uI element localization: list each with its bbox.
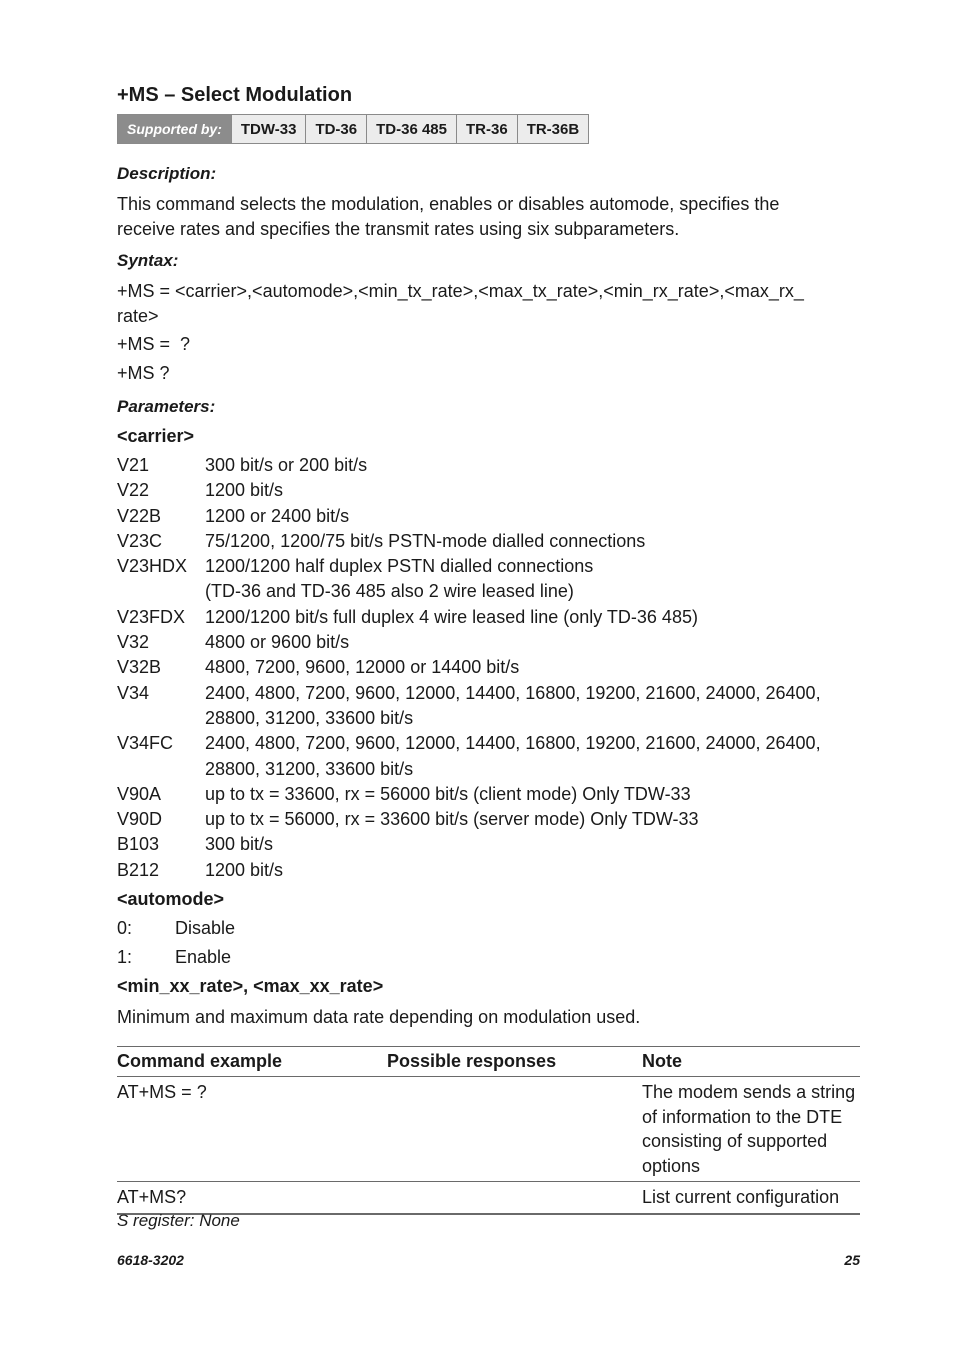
carrier-code: V22B bbox=[117, 505, 162, 526]
carrier-code: V22 bbox=[117, 480, 150, 501]
command-table bbox=[117, 1046, 860, 1215]
carrier-desc: 2400, 4800, 7200, 9600, 12000, 14400, 16800, 19200, 21600, 24000, 26400, 28800, 31200, 33600 bit/s bbox=[205, 733, 821, 779]
syntax-line: +MS = <carrier>,<automode>,<min_tx_rate>,<max_tx_rate>,<min_rx_rate>,<max_rx_ bbox=[117, 281, 804, 301]
parameters-heading: Parameters: bbox=[117, 397, 216, 416]
carrier-desc: 1200/1200 half duplex PSTN dialled connections (TD-36 and TD-36 485 also 2 wire leased line) bbox=[205, 556, 594, 602]
syntax-line-continued: rate> bbox=[117, 306, 159, 326]
carrier-desc: 300 bit/s or 200 bit/s bbox=[205, 455, 368, 475]
supported-model: TD-36 485 bbox=[367, 115, 457, 143]
list-item bbox=[117, 731, 860, 782]
carrier-heading: <carrier> bbox=[117, 426, 195, 446]
column-header: Command example bbox=[117, 1047, 387, 1077]
list-item bbox=[117, 807, 860, 832]
carrier-desc: 75/1200, 1200/75 bit/s PSTN-mode dialled connections bbox=[205, 530, 646, 551]
carrier-desc: up to tx = 56000, rx = 33600 bit/s (server mode) Only TDW-33 bbox=[205, 809, 699, 830]
list-item bbox=[117, 453, 860, 478]
rate-heading: <min_xx_rate>, <max_xx_rate> bbox=[117, 976, 384, 996]
carrier-code: B103 bbox=[117, 834, 160, 855]
carrier-code: V34FC bbox=[117, 733, 174, 754]
list-item bbox=[117, 918, 235, 939]
carrier-code: V23FDX bbox=[117, 606, 186, 627]
list-item bbox=[117, 504, 860, 529]
document-number: 6618-3202 bbox=[117, 1252, 184, 1268]
list-item bbox=[117, 655, 860, 680]
carrier-desc: 1200 bit/s bbox=[205, 480, 284, 501]
automode-heading: <automode> bbox=[117, 889, 225, 909]
table-cell: AT+MS = ? bbox=[117, 1077, 387, 1182]
carrier-code: B212 bbox=[117, 859, 160, 880]
list-item bbox=[117, 858, 860, 883]
supported-by-label: Supported by: bbox=[118, 115, 232, 143]
carrier-list bbox=[117, 453, 860, 883]
automode-code: 1: bbox=[117, 947, 133, 967]
carrier-desc: 1200/1200 bit/s full duplex 4 wire leased line (only TD-36 485) bbox=[205, 606, 698, 627]
list-item bbox=[117, 681, 860, 732]
carrier-code: V23HDX bbox=[117, 556, 188, 577]
list-item bbox=[117, 630, 860, 655]
list-item bbox=[117, 832, 860, 857]
list-item bbox=[117, 782, 860, 807]
list-item bbox=[117, 554, 860, 605]
carrier-desc: 4800, 7200, 9600, 12000 or 14400 bit/s bbox=[205, 657, 520, 678]
column-header: Note bbox=[642, 1047, 860, 1077]
automode-desc: Enable bbox=[175, 947, 232, 967]
supported-by-bar bbox=[117, 114, 589, 144]
list-item bbox=[117, 529, 860, 554]
rate-text: Minimum and maximum data rate depending on modulation used. bbox=[117, 1007, 641, 1027]
carrier-code: V21 bbox=[117, 455, 150, 475]
carrier-code: V34 bbox=[117, 682, 150, 703]
page-number: 25 bbox=[844, 1252, 860, 1268]
carrier-code: V32B bbox=[117, 657, 162, 678]
automode-desc: Disable bbox=[175, 918, 236, 938]
s-register-note: S register: None bbox=[117, 1211, 240, 1230]
automode-code: 0: bbox=[117, 918, 133, 938]
syntax-heading: Syntax: bbox=[117, 251, 179, 270]
syntax-query-line: +MS = ? bbox=[117, 334, 191, 354]
list-item bbox=[117, 947, 231, 968]
carrier-code: V23C bbox=[117, 530, 163, 551]
section-title: +MS – Select Modulation bbox=[117, 84, 353, 106]
table-row bbox=[117, 1077, 860, 1182]
description-heading: Description: bbox=[117, 164, 217, 183]
carrier-code: V90D bbox=[117, 809, 163, 830]
carrier-desc: up to tx = 33600, rx = 56000 bit/s (client mode) Only TDW-33 bbox=[205, 783, 691, 804]
list-item bbox=[117, 605, 860, 630]
syntax-read-line: +MS ? bbox=[117, 363, 170, 383]
carrier-code: V90A bbox=[117, 783, 162, 804]
table-header-row bbox=[117, 1047, 860, 1077]
table-cell: AT+MS? bbox=[117, 1182, 387, 1214]
table-cell bbox=[387, 1077, 642, 1182]
table-row bbox=[117, 1182, 860, 1214]
table-cell: The modem sends a string of information to the DTE consisting of supported options bbox=[642, 1077, 860, 1182]
supported-model: TDW-33 bbox=[232, 115, 307, 143]
carrier-desc: 1200 bit/s bbox=[205, 859, 284, 880]
carrier-code: V32 bbox=[117, 632, 150, 653]
table-cell bbox=[387, 1182, 642, 1214]
list-item bbox=[117, 478, 860, 503]
carrier-desc: 4800 or 9600 bit/s bbox=[205, 632, 350, 653]
supported-model: TR-36 bbox=[457, 115, 518, 143]
supported-model: TD-36 bbox=[306, 115, 367, 143]
table-cell: List current configuration bbox=[642, 1182, 860, 1214]
column-header: Possible responses bbox=[387, 1047, 642, 1077]
carrier-desc: 1200 or 2400 bit/s bbox=[205, 505, 350, 526]
carrier-desc: 2400, 4800, 7200, 9600, 12000, 14400, 16800, 19200, 21600, 24000, 26400, 28800, 31200, 33600 bit/s bbox=[205, 682, 821, 728]
carrier-desc: 300 bit/s bbox=[205, 834, 274, 855]
description-text: This command selects the modulation, enables or disables automode, specifies the receive rates and specifies the transmit rates using six subparameters. bbox=[117, 194, 780, 239]
supported-model: TR-36B bbox=[518, 115, 589, 143]
